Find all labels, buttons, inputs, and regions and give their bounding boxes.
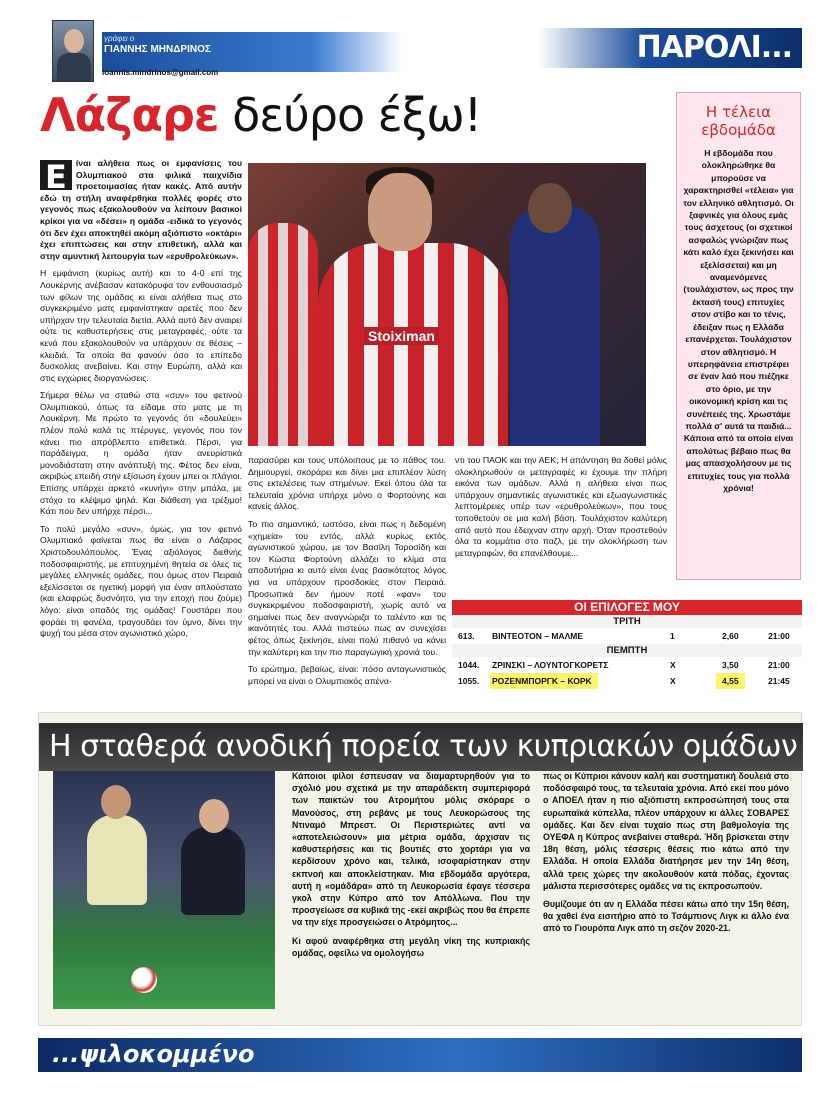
pick-code: 1044. xyxy=(458,660,480,670)
pick-match: ΒΙΝΤΕΟΤΟΝ – ΜΑΛΜΕ xyxy=(492,631,583,641)
second-article-title: Η σταθερά ανοδική πορεία των κυπριακών ομάδων xyxy=(49,729,798,764)
sidebar-title-line-2: εβδομάδα xyxy=(701,121,776,139)
photo-player-right-head xyxy=(528,183,572,233)
sidebar-text: Η εβδομάδα που ολοκληρώθηκε θα μπορούσε να χαρακτηρισθεί «τέλεια» για τον ελληνικό αθλητισμό. Οι ξαφνικές για όλους εμάς τους άσχετους (οι σχετικοί ασφαλώς γνώριζαν πως κάτι καλό έχει ξεκινήσει και εξελίσσεται) και μη αναμενόμενες (τουλάχιστον, ως προς την έκτασή τους) επιτυχίες στον στίβο και το τένις, έδειξαν πως η Ελλάδα επανέρχεται. Τουλάχιστον στον αθλητισμό. Η υπερηφάνεια επιστρέφει σε έναν λαό που πιέζηκε στο όριο, με την οικονομική κρίση και τις συνέπειές της. Χρωστάμε πολλά σ' αυτά τα παιδιά... Κάποια από τα οποία είναι απολύτως βέβαιο πως θα μας απασχολήσουν με τις επιτυχίες τους για πολλά χρόνια! xyxy=(683,148,794,493)
shirt-sponsor: Stoiximan xyxy=(364,327,439,345)
paragraph: πως οι Κύπριοι κάνουν καλή και συστηματική δουλειά στο ποδόσφαιρό τους, τα τελευταία χρόνια. Από εκεί που μόνο ο ΑΠΟΕΛ ήταν η πιο αξιόπιστη εκπροσώπησή τους στα ευρωπαϊκά κύπελλα, πλέον υπάρχουν κι άλλες ΣΟΒΑΡΕΣ ομάδες. Και δεν είναι τυχαίο πως στη βαθμολογία της ΟΥΕΦΑ η Κύπρος ανεβαίνει σταθερά. Ήδη βρίσκεται στην 18η θέση, μόλις τέσσερις θέσεις πιο κάτω από την Ελλάδα. Η οποία Ελλάδα διατήρησε μεν την 14η θέση, αλλά τρεις χώρες την ακολουθούν κατά πόδας, έχοντας μάλιστα περισσότερες ομάδες να τις εκπροσωπούν. xyxy=(543,771,789,891)
paragraph: Σήμερα θέλω να σταθώ στα «συν» του φετινού Ολυμπιακού, όπως τα είδαμε στο ματς με τη Λουκέρνη. Με πρώτο το γεγονός ότι «δουλεύει» πλέον πολύ καλά τις πτέρυγες, γεγονός που τον κάνει πιο απρόβλεπτο επιθετικά. Πέρσι, για παράδειγμα, η ομάδα ήταν ανευρίστικά μονοδιάστατη στην ανάπτυξή της. Φέτος δεν είναι, ακριβώς επειδή στην εξίσωση έχουν μπει οι πλάγιοι. Επίσης υπάρχει αρκετό «κυνήγι» στην μπάλα, με στόχο το κλέψιμο ψηλά. Και διάθεση για τρέξιμο! Κάτι που δεν υπήρχε πέρσι... xyxy=(40,390,242,517)
picks-title: ΟΙ ΕΠΙΛΟΓΕΣ ΜΟΥ xyxy=(452,600,802,615)
footer-section-banner xyxy=(38,1038,802,1072)
paragraph: Θυμίζουμε ότι αν η Ελλάδα πέσει κάτω από την 15η θέση, θα χαθεί ένα εισιτήριο από το Τσάμπιονς Λιγκ κι άλλο ένα από το Γιουρόπα Λιγκ από τη σεζόν 2020-21. xyxy=(543,899,789,934)
second-article-photo xyxy=(53,771,275,1009)
sidebar-title xyxy=(677,103,800,139)
photo-player-face xyxy=(368,173,432,251)
paragraph: Το πιο σημαντικό, ωστόσο, είναι πως η δεδομένη «χημεία» του εντός, αλλά κυρίως εκτός αγωνιστικού χώρου, με τον Βασίλη Τοροσίδη και τον Κώστα Φορτούνη αλλάζει το κλίμα στα αποδυτήρια κι αυτό είναι ένας βασικότατος λόγος για να υπάρχουν προσδοκίες στον Πειραιά. Προσωπικά δεν ήμουν ποτέ «φαν» του συγκεκριμένου ποδοσφαιριστή, χωρίς αυτό να σημαίνει πως δεν αναγνώριζα το ταλέντο και τις ικανότητές του. Αλλά πιστεύω πως αν συνεχίσει φέτος όπως ξεκίνησε, είναι πολύ πιθανό να κάνει την καλύτερη και την πιο παραγωγική χρονιά του. xyxy=(248,518,446,657)
pick-odd: 2,60 xyxy=(722,631,739,641)
column-name: ΠΑΡΟΛΙ... xyxy=(636,30,792,65)
headline-red: Λάζαρε xyxy=(40,88,219,142)
second-article-column-2 xyxy=(543,770,789,1020)
sidebar-box xyxy=(676,92,801,580)
byline xyxy=(102,32,402,72)
article-column-1 xyxy=(40,158,242,713)
column-header xyxy=(38,20,802,82)
photo-player-left xyxy=(248,223,318,446)
paragraph: παρασύρει και τους υπόλοιπους με το πάθος του. Δημιουργεί, σκοράρει και δίνει μια επιπλέον λύση στις εκτελέσεις των στημένων. Εκεί όπου όλα τα τελευταία χρόνια υπήρχε μόνο ο Φορτούνης και κανείς άλλος. xyxy=(248,455,446,512)
drop-cap: Ε xyxy=(40,160,72,190)
pick-odd: 3,50 xyxy=(722,660,739,670)
second-article-title-bar xyxy=(39,723,803,771)
article-column-2 xyxy=(248,455,446,715)
article-lead xyxy=(40,158,242,262)
photo2-player-dark xyxy=(181,827,245,915)
author-email[interactable]: ioannis.mindrinos@gmail.com xyxy=(102,68,219,77)
article-column-3 xyxy=(455,455,667,595)
author-name: ΓΙΑΝΝΗΣ ΜΗΝΔΡΙΝΟΣ xyxy=(104,44,211,55)
author-body xyxy=(57,53,91,82)
betting-picks xyxy=(452,600,802,692)
football-icon xyxy=(131,967,157,993)
pick-row xyxy=(452,628,802,644)
author-photo xyxy=(52,20,94,82)
picks-day-1: ΤΡΙΤΗ xyxy=(452,615,802,628)
pick-match: ΡΟΖΕΝΜΠΟΡΓΚ – ΚΟΡΚ xyxy=(490,673,598,689)
paragraph: Κάποιοι φίλοι έσπευσαν να διαμαρτυρηθούν για το σχόλιό μου σχετικά με την απαράδεκτη συμπεριφορά των παικτών του Ατρομήτου μόλις σκόραρε ο Μανούσος, στη ρεβάνς με τους Λευκορώσους της Ντιναμό Μπρεστ. Οι Περιστεριώτες αντί να «αποτελειώσουν» μια μέτρια ομάδα, άρχισαν τις καθυστερήσεις και τις βουτιές στο χορτάρι για να κερδίσουν χρόνο και, τελικά, ισοφαρίστηκαν στην εκπνοή και αποκλείστηκαν. Μια εβδομάδα αργότερα, αυτή η «ομάδάρα» από τη Λευκορωσία έφαγε τέσσερα γκολ στην Κύπρο από τον Απόλλωνα. Που την προσγείωσε σα κυβικά της -εκεί ακριβώς που θα έπρεπε να την είχε προσγειώσει ο Ατρόμητος... xyxy=(292,771,530,928)
pick-match: ΖΡΙΝΣΚΙ – ΛΟΥΝΤΟΓΚΟΡΕΤΣ xyxy=(492,660,609,670)
pick-time: 21:00 xyxy=(768,660,790,670)
byline-prefix: γράφει ο xyxy=(104,34,135,43)
second-article-column-1 xyxy=(292,770,530,1020)
headline-black: δεύρο έξω! xyxy=(232,88,482,142)
photo2-player-yellow xyxy=(87,815,147,905)
sidebar-title-line-1: Η τέλεια xyxy=(705,103,772,121)
pick-time: 21:00 xyxy=(768,631,790,641)
pick-row-highlighted xyxy=(452,673,802,689)
pick-code: 1055. xyxy=(458,676,480,686)
pick-choice: Χ xyxy=(670,676,676,686)
column-name-banner xyxy=(538,28,802,68)
article-headline xyxy=(40,88,482,142)
picks-day-2: ΠΕΜΠΤΗ xyxy=(452,644,802,657)
pick-choice: 1 xyxy=(670,631,675,641)
main-photo xyxy=(248,163,646,446)
pick-time: 21:45 xyxy=(768,676,790,686)
pick-choice: Χ xyxy=(670,660,676,670)
paragraph: Το ερώτημα, βεβαίως, είναι: πόσο ανταγωνιστικός μπορεί να είναι ο Ολυμπιακός απένα- xyxy=(248,664,446,686)
footer-section-label: ...ψιλοκομμένο xyxy=(52,1040,255,1068)
pick-row xyxy=(452,657,802,673)
photo2-player-yellow-head xyxy=(101,785,131,819)
paragraph: Το πολύ μεγάλο «συν», όμως, για τον φετινό Ολυμπιακό φαίνεται πως θα είναι ο Λάζαρος Χριστοδουλόπουλος. Ένας αξιόλογος διεθνής ποδοσφαιριστής, με επιτυχημένη θητεία σε όλες τις μεγάλες ελληνικές ομάδες, που όμως στον Πειραιά εξελίσσεται σε ηγετική μορφή για έναν απλούστατο (και ελαφρώς δυσνόητο, για την εποχή που ζούμε) λόγο: είναι οπαδός της ομάδας! Γουστάρει που φοράει τη φανέλα, τραγουδάει τον ύμνο, δίνει την ψυχή του μέσα στον αγωνιστικό χώρο, xyxy=(40,523,242,639)
paragraph: ντι του ΠΑΟΚ και την ΑΕΚ; Η απάντηση θα δοθεί μόλις ολοκληρωθούν οι μεταγραφές κι έχουμε την πλήρη εικόνα των ομάδων. Αλλά η αλήθεια είναι πως υπάρχουν σημαντικές αγωνιστικές και εξωαγωνιστικές λεπτομέρειες υπέρ των «ερυθρολεύκων», που τους τοποθετούν σε μια καλή βάση. Τουλάχιστον καλύτερη από αυτό που έδειχναν στην αρχή. Όταν προστεθούν όλα τα κομμάτια στο παζλ, με την ολοκλήρωση των μεταγραφών, θα επανέλθουμε... xyxy=(455,455,667,558)
photo-player-right xyxy=(510,203,600,446)
pick-odd: 4,55 xyxy=(716,673,745,689)
photo2-player-dark-head xyxy=(199,799,229,833)
lead-text: ίναι αλήθεια πως οι εμφανίσεις του Ολυμπιακού στα φιλικά παιχνίδια προετοιμασίας ήταν κακές. Από αυτήν εδώ τη στήλη αναφέρθηκα πολλές φορές στο γεγονός πως εξακολουθούν να λείπουν βασικοί κρίκοι για να «δέσει» η ομάδα -ειδικά το γεγονός ότι δεν έχει αποκτηθεί ακόμη αξιόπιστο «οκτάρι» έχει επιπτώσεις και στην επιθετική, αλλά και στην αμυντική λειτουργία των «ερυθρολεύκων». xyxy=(40,158,242,261)
author-head xyxy=(64,29,84,53)
paragraph: Η εμφάνιση (κυρίως αυτή) και το 4-0 επί της Λουκέρνης ανέβασαν κατακόρυφα τον ενθουσιασμό των φίλων της ομάδας κι είναι αλήθεια πως στο συγκεκριμένο ματς εμφανίστηκαν αρετές που δεν υπήρχαν την τελευταία διετία. Αλλά αυτό δεν αναιρεί ούτε τις καθυστερήσεις στις μεταγραφές, ούτε τα κενά που εξακολουθούν να υπάρχουν σε θέσεις – κλειδιά. Τα οποία θα φανούν όσο το επίπεδο δυσκολίας ανεβαίνει. Και στην Ευρώπη, αλλά και στις εγχώριες διοργανώσεις. xyxy=(40,268,242,383)
pick-code: 613. xyxy=(458,631,475,641)
paragraph: Κι αφού αναφέρθηκα στη μεγάλη νίκη της κυπριακής ομάδας, οφείλω να ομολογήσω xyxy=(292,935,530,958)
